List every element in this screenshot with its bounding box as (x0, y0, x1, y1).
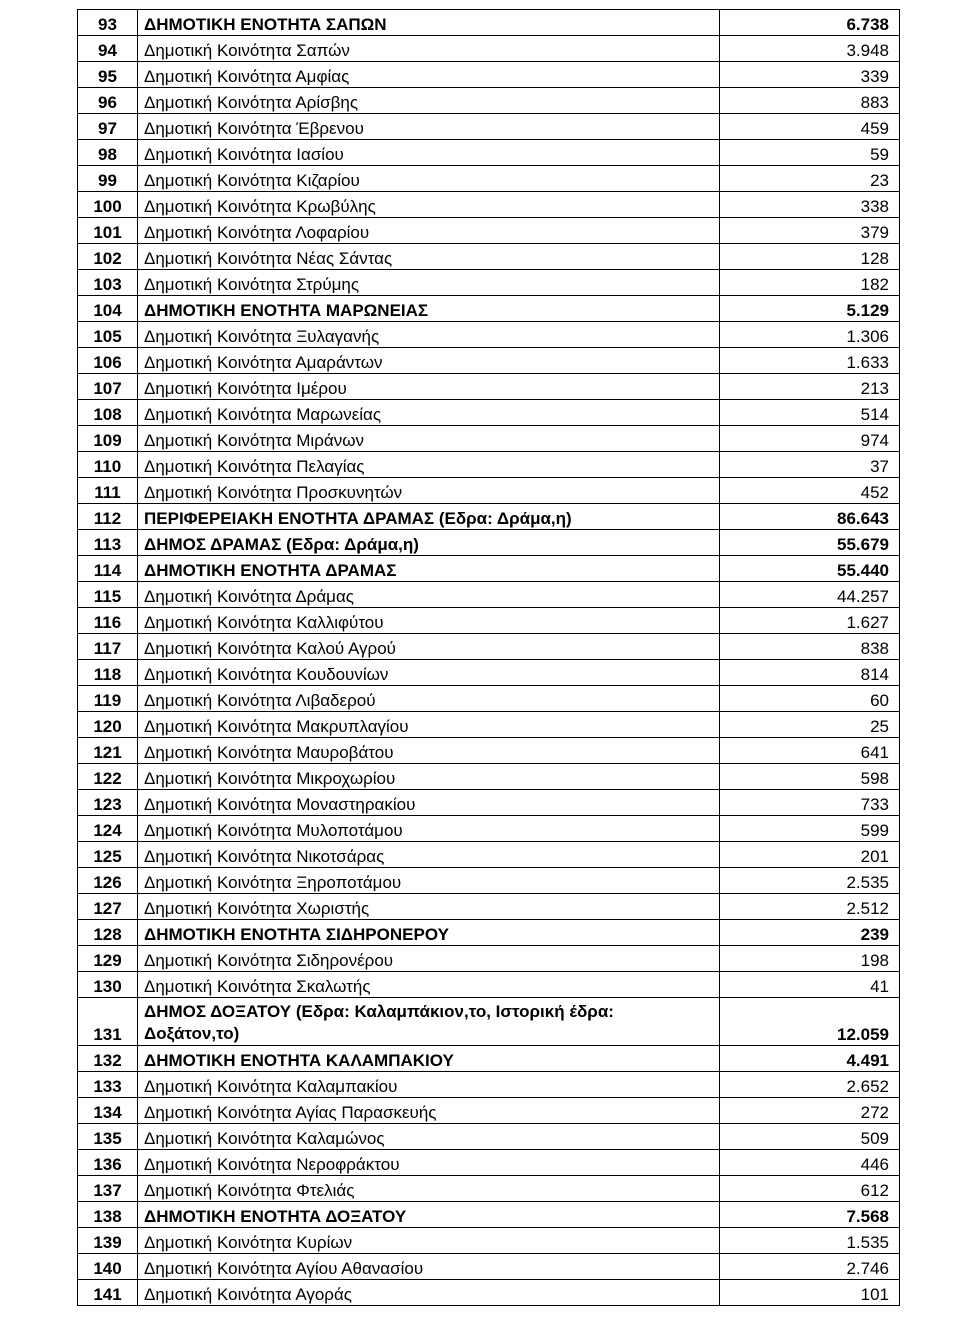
table-row (78, 10, 900, 36)
population-cell: 1.633 (720, 348, 900, 374)
row-number-cell: 133 (78, 1072, 138, 1098)
row-number-cell: 103 (78, 270, 138, 296)
population-cell: 2.746 (720, 1254, 900, 1280)
area-name-cell: Δημοτική Κοινότητα Νέας Σάντας (138, 244, 720, 270)
population-cell: 1.306 (720, 322, 900, 348)
area-name-cell: ΔΗΜΟΤΙΚΗ ΕΝΟΤΗΤΑ ΚΑΛΑΜΠΑΚΙΟΥ (138, 1046, 720, 1072)
row-number-cell: 100 (78, 192, 138, 218)
area-name-cell: Δημοτική Κοινότητα Λοφαρίου (138, 218, 720, 244)
table-row (78, 894, 900, 920)
population-cell: 41 (720, 972, 900, 998)
table-row (78, 1280, 900, 1306)
row-number-cell: 137 (78, 1176, 138, 1202)
population-cell: 6.738 (720, 10, 900, 36)
population-cell: 37 (720, 452, 900, 478)
row-number-cell: 111 (78, 478, 138, 504)
row-number-cell: 136 (78, 1150, 138, 1176)
population-cell: 598 (720, 764, 900, 790)
area-name-cell: ΔΗΜΟΣ ΔΡΑΜΑΣ (Εδρα: Δράμα,η) (138, 530, 720, 556)
population-cell: 86.643 (720, 504, 900, 530)
population-cell: 338 (720, 192, 900, 218)
population-cell: 452 (720, 478, 900, 504)
row-number-cell: 97 (78, 114, 138, 140)
table-row (78, 738, 900, 764)
area-name-cell: Δημοτική Κοινότητα Σκαλωτής (138, 972, 720, 998)
table-row (78, 114, 900, 140)
area-name-cell: ΠΕΡΙΦΕΡΕΙΑΚΗ ΕΝΟΤΗΤΑ ΔΡΑΜΑΣ (Εδρα: Δράμα,η) (138, 504, 720, 530)
area-name-cell: ΔΗΜΟΤΙΚΗ ΕΝΟΤΗΤΑ ΣΑΠΩΝ (138, 10, 720, 36)
row-number-cell: 140 (78, 1254, 138, 1280)
population-cell: 4.491 (720, 1046, 900, 1072)
row-number-cell: 95 (78, 62, 138, 88)
population-cell: 7.568 (720, 1202, 900, 1228)
population-cell: 60 (720, 686, 900, 712)
table-row (78, 1202, 900, 1228)
row-number-cell: 112 (78, 504, 138, 530)
population-cell: 5.129 (720, 296, 900, 322)
population-cell: 239 (720, 920, 900, 946)
population-cell: 101 (720, 1280, 900, 1306)
population-cell: 55.440 (720, 556, 900, 582)
table-row (78, 920, 900, 946)
table-row (78, 426, 900, 452)
table-row (78, 634, 900, 660)
table-row (78, 166, 900, 192)
area-name-cell: Δημοτική Κοινότητα Καλού Αγρού (138, 634, 720, 660)
area-name-cell: ΔΗΜΟΤΙΚΗ ΕΝΟΤΗΤΑ ΔΡΑΜΑΣ (138, 556, 720, 582)
row-number-cell: 96 (78, 88, 138, 114)
table-row (78, 36, 900, 62)
table-row (78, 972, 900, 998)
population-cell: 974 (720, 426, 900, 452)
area-name-cell: Δημοτική Κοινότητα Ξηροποτάμου (138, 868, 720, 894)
population-cell: 128 (720, 244, 900, 270)
population-cell: 23 (720, 166, 900, 192)
row-number-cell: 98 (78, 140, 138, 166)
row-number-cell: 109 (78, 426, 138, 452)
population-cell: 44.257 (720, 582, 900, 608)
table-row (78, 1124, 900, 1150)
area-name-cell: Δημοτική Κοινότητα Σαπών (138, 36, 720, 62)
population-cell: 838 (720, 634, 900, 660)
population-table (77, 9, 900, 1306)
row-number-cell: 130 (78, 972, 138, 998)
population-cell: 12.059 (720, 998, 900, 1046)
population-cell: 612 (720, 1176, 900, 1202)
population-cell: 198 (720, 946, 900, 972)
table-row (78, 374, 900, 400)
area-name-cell: ΔΗΜΟΤΙΚΗ ΕΝΟΤΗΤΑ ΔΟΞΑΤΟΥ (138, 1202, 720, 1228)
population-cell: 446 (720, 1150, 900, 1176)
row-number-cell: 116 (78, 608, 138, 634)
area-name-cell: Δημοτική Κοινότητα Καλλιφύτου (138, 608, 720, 634)
area-name-cell: Δημοτική Κοινότητα Κιζαρίου (138, 166, 720, 192)
row-number-cell: 102 (78, 244, 138, 270)
table-row (78, 946, 900, 972)
table-row (78, 1254, 900, 1280)
area-name-cell: Δημοτική Κοινότητα Μαρωνείας (138, 400, 720, 426)
table-row (78, 270, 900, 296)
population-cell: 339 (720, 62, 900, 88)
area-name-cell: Δημοτική Κοινότητα Αγίας Παρασκευής (138, 1098, 720, 1124)
table-row (78, 140, 900, 166)
row-number-cell: 121 (78, 738, 138, 764)
area-name-cell: Δημοτική Κοινότητα Προσκυνητών (138, 478, 720, 504)
table-row (78, 322, 900, 348)
area-name-cell: Δημοτική Κοινότητα Καλαμώνος (138, 1124, 720, 1150)
table-row (78, 348, 900, 374)
row-number-cell: 113 (78, 530, 138, 556)
table-row (78, 790, 900, 816)
table-row (78, 452, 900, 478)
table-row (78, 816, 900, 842)
row-number-cell: 119 (78, 686, 138, 712)
table-row (78, 400, 900, 426)
area-name-cell: Δημοτική Κοινότητα Αμαράντων (138, 348, 720, 374)
area-name-cell: Δημοτική Κοινότητα Νεροφράκτου (138, 1150, 720, 1176)
row-number-cell: 128 (78, 920, 138, 946)
population-cell: 641 (720, 738, 900, 764)
population-cell: 2.652 (720, 1072, 900, 1098)
area-name-cell: Δημοτική Κοινότητα Μιράνων (138, 426, 720, 452)
area-name-cell: Δημοτική Κοινότητα Αμφίας (138, 62, 720, 88)
row-number-cell: 105 (78, 322, 138, 348)
population-cell: 55.679 (720, 530, 900, 556)
row-number-cell: 115 (78, 582, 138, 608)
area-name-cell: Δημοτική Κοινότητα Καλαμπακίου (138, 1072, 720, 1098)
population-cell: 272 (720, 1098, 900, 1124)
row-number-cell: 139 (78, 1228, 138, 1254)
area-name-cell: Δημοτική Κοινότητα Νικοτσάρας (138, 842, 720, 868)
row-number-cell: 126 (78, 868, 138, 894)
table-row (78, 764, 900, 790)
table-row (78, 244, 900, 270)
population-cell: 1.535 (720, 1228, 900, 1254)
table-row (78, 608, 900, 634)
area-name-cell: Δημοτική Κοινότητα Σιδηρονέρου (138, 946, 720, 972)
area-name-cell: Δημοτική Κοινότητα Μαυροβάτου (138, 738, 720, 764)
table-row (78, 88, 900, 114)
area-name-cell: Δημοτική Κοινότητα Κυρίων (138, 1228, 720, 1254)
area-name-cell: Δημοτική Κοινότητα Ξυλαγανής (138, 322, 720, 348)
table-row (78, 530, 900, 556)
row-number-cell: 120 (78, 712, 138, 738)
row-number-cell: 118 (78, 660, 138, 686)
area-name-cell: Δημοτική Κοινότητα Πελαγίας (138, 452, 720, 478)
population-cell: 1.627 (720, 608, 900, 634)
population-cell: 59 (720, 140, 900, 166)
row-number-cell: 108 (78, 400, 138, 426)
row-number-cell: 135 (78, 1124, 138, 1150)
table-row (78, 1098, 900, 1124)
table-row (78, 686, 900, 712)
table-row (78, 1150, 900, 1176)
row-number-cell: 138 (78, 1202, 138, 1228)
row-number-cell: 134 (78, 1098, 138, 1124)
area-name-cell: Δημοτική Κοινότητα Μοναστηρακίου (138, 790, 720, 816)
area-name-cell: Δημοτική Κοινότητα Κουδουνίων (138, 660, 720, 686)
table-row (78, 504, 900, 530)
row-number-cell: 124 (78, 816, 138, 842)
population-cell: 514 (720, 400, 900, 426)
table-row (78, 582, 900, 608)
area-name-cell: Δημοτική Κοινότητα Ιασίου (138, 140, 720, 166)
table-row (78, 1072, 900, 1098)
table-row (78, 868, 900, 894)
population-cell: 509 (720, 1124, 900, 1150)
area-name-cell: Δημοτική Κοινότητα Αγοράς (138, 1280, 720, 1306)
area-name-cell: Δημοτική Κοινότητα Αρίσβης (138, 88, 720, 114)
table-row (78, 660, 900, 686)
table-row (78, 712, 900, 738)
area-name-cell: ΔΗΜΟΤΙΚΗ ΕΝΟΤΗΤΑ ΜΑΡΩΝΕΙΑΣ (138, 296, 720, 322)
row-number-cell: 106 (78, 348, 138, 374)
row-number-cell: 114 (78, 556, 138, 582)
row-number-cell: 125 (78, 842, 138, 868)
row-number-cell: 117 (78, 634, 138, 660)
row-number-cell: 131 (78, 998, 138, 1046)
area-name-cell: Δημοτική Κοινότητα Ιμέρου (138, 374, 720, 400)
row-number-cell: 110 (78, 452, 138, 478)
area-name-cell: Δημοτική Κοινότητα Δράμας (138, 582, 720, 608)
area-name-cell: Δημοτική Κοινότητα Λιβαδερού (138, 686, 720, 712)
area-name-cell: Δημοτική Κοινότητα Μακρυπλαγίου (138, 712, 720, 738)
table-row (78, 296, 900, 322)
area-name-cell: Δημοτική Κοινότητα Αγίου Αθανασίου (138, 1254, 720, 1280)
table-row (78, 842, 900, 868)
table-row (78, 218, 900, 244)
population-cell: 201 (720, 842, 900, 868)
population-cell: 213 (720, 374, 900, 400)
row-number-cell: 123 (78, 790, 138, 816)
row-number-cell: 99 (78, 166, 138, 192)
population-cell: 2.535 (720, 868, 900, 894)
area-name-cell: Δημοτική Κοινότητα Χωριστής (138, 894, 720, 920)
population-cell: 733 (720, 790, 900, 816)
row-number-cell: 93 (78, 10, 138, 36)
population-cell: 182 (720, 270, 900, 296)
row-number-cell: 101 (78, 218, 138, 244)
table-row (78, 556, 900, 582)
population-cell: 379 (720, 218, 900, 244)
table-row (78, 478, 900, 504)
area-name-cell: Δημοτική Κοινότητα Έβρενου (138, 114, 720, 140)
table-row (78, 1046, 900, 1072)
table-row (78, 1228, 900, 1254)
area-name-cell: ΔΗΜΟΤΙΚΗ ΕΝΟΤΗΤΑ ΣΙΔΗΡΟΝΕΡΟΥ (138, 920, 720, 946)
area-name-cell: ΔΗΜΟΣ ΔΟΞΑΤΟΥ (Εδρα: Καλαμπάκιον,το, Ιστορική έδρα: Δοξάτον,το) (138, 998, 720, 1046)
table-row (78, 1176, 900, 1202)
row-number-cell: 94 (78, 36, 138, 62)
population-cell: 883 (720, 88, 900, 114)
area-name-cell: Δημοτική Κοινότητα Μυλοποτάμου (138, 816, 720, 842)
population-cell: 814 (720, 660, 900, 686)
population-cell: 2.512 (720, 894, 900, 920)
row-number-cell: 122 (78, 764, 138, 790)
row-number-cell: 129 (78, 946, 138, 972)
row-number-cell: 107 (78, 374, 138, 400)
table-body (78, 10, 900, 1306)
area-name-cell: Δημοτική Κοινότητα Μικροχωρίου (138, 764, 720, 790)
table-row (78, 62, 900, 88)
population-cell: 3.948 (720, 36, 900, 62)
row-number-cell: 127 (78, 894, 138, 920)
row-number-cell: 141 (78, 1280, 138, 1306)
area-name-cell: Δημοτική Κοινότητα Στρύμης (138, 270, 720, 296)
population-cell: 459 (720, 114, 900, 140)
population-cell: 25 (720, 712, 900, 738)
area-name-cell: Δημοτική Κοινότητα Κρωβύλης (138, 192, 720, 218)
table-row (78, 192, 900, 218)
table-row (78, 998, 900, 1046)
area-name-cell: Δημοτική Κοινότητα Φτελιάς (138, 1176, 720, 1202)
population-cell: 599 (720, 816, 900, 842)
row-number-cell: 132 (78, 1046, 138, 1072)
row-number-cell: 104 (78, 296, 138, 322)
